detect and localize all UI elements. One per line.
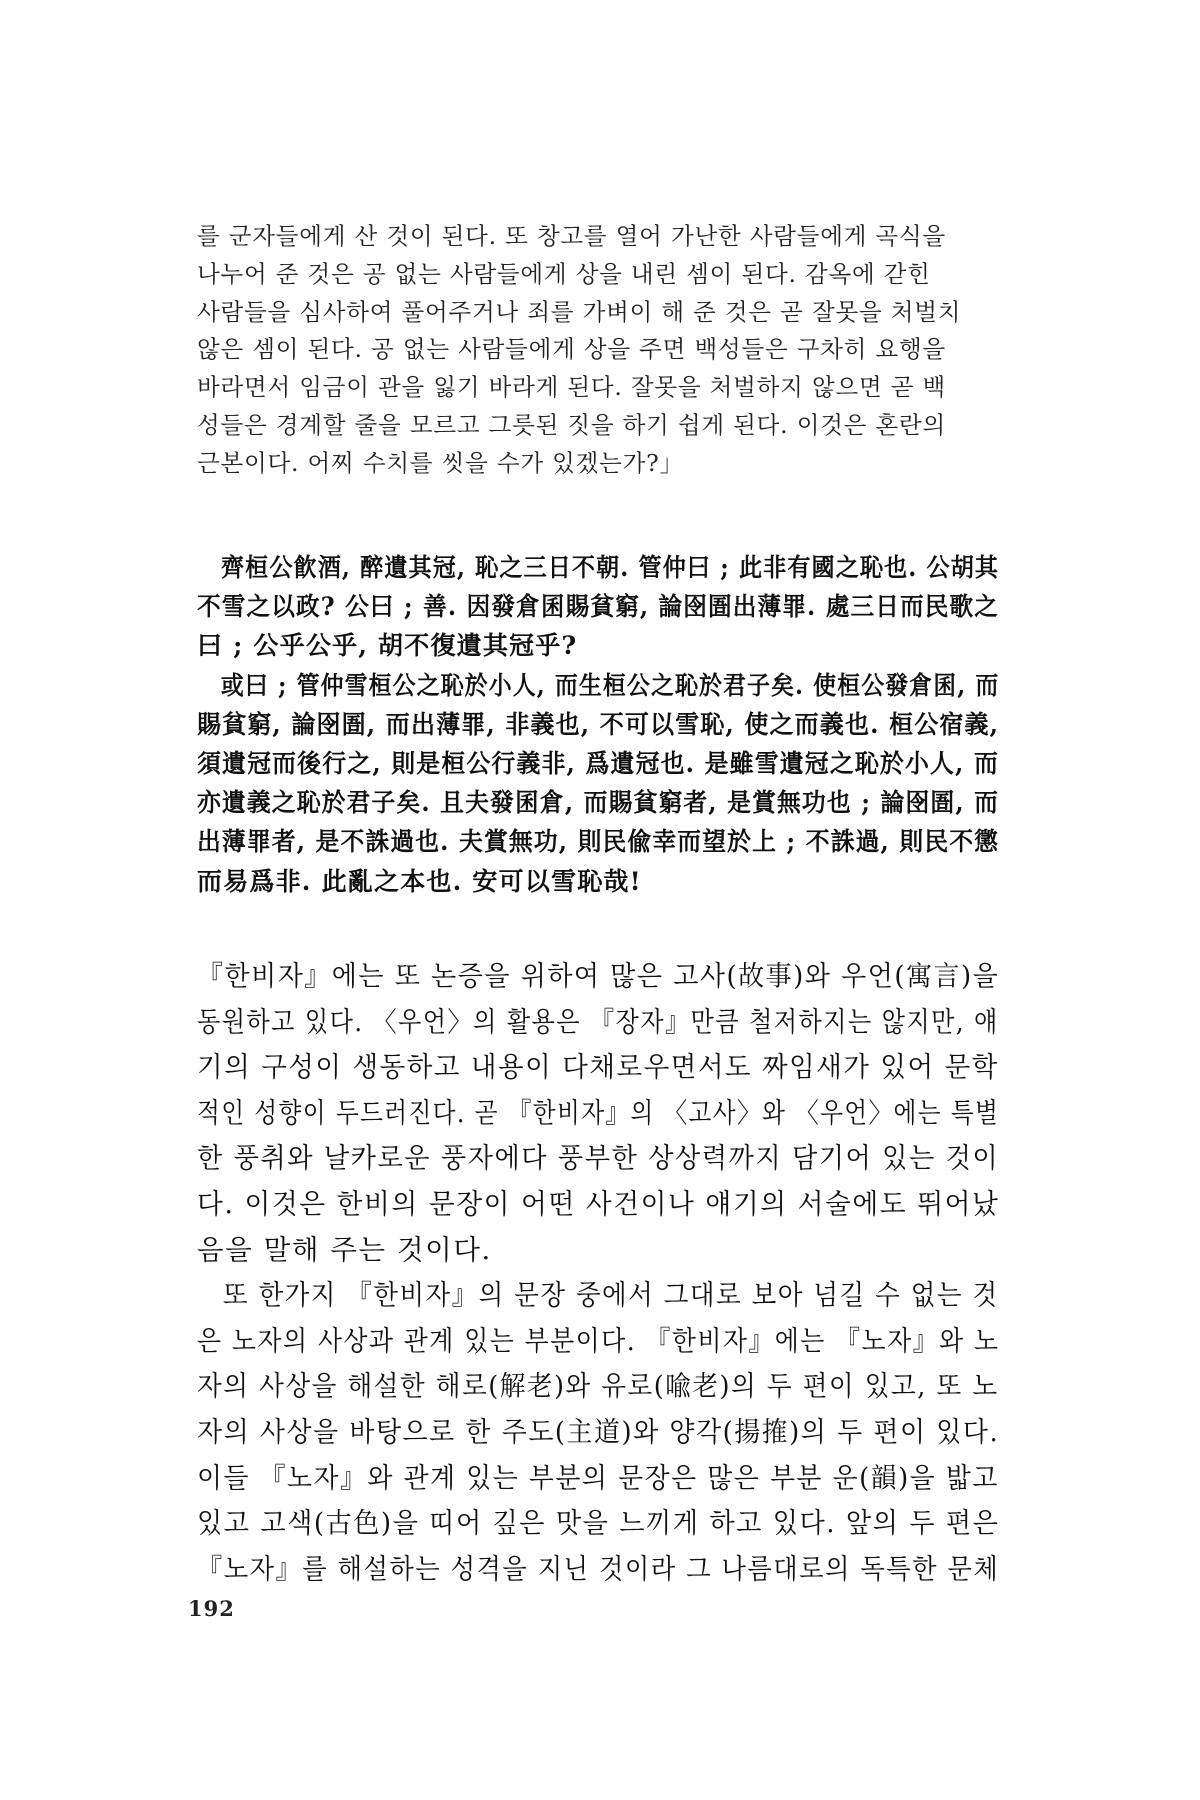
text-line: 出薄罪者, 是不誅過也. 夫賞無功, 則民偸幸而望於上 ; 不誅過, 則民不懲 (197, 827, 1000, 857)
text-line: 적인 성향이 두드러진다. 곧 『한비자』의 〈고사〉와 〈우언〉에는 특별 (197, 1096, 1000, 1129)
text-line: 또 한가지 『한비자』의 문장 중에서 그대로 보아 넘길 수 없는 것 (222, 1279, 999, 1312)
text-line: 성들은 경계할 줄을 모르고 그릇된 짓을 하기 쉽게 된다. 이것은 혼란의 (197, 410, 946, 439)
text-line: 한 풍취와 날카로운 풍자에다 풍부한 상상력까지 담기어 있는 것이 (197, 1142, 1000, 1175)
text-line: 曰 ; 公乎公乎, 胡不復遺其冠乎? (197, 631, 578, 661)
text-line: 다. 이것은 한비의 문장이 어떤 사건이나 얘기의 서술에도 뛰어났 (197, 1187, 1000, 1220)
text-line: 齊桓公飮酒, 醉遺其冠, 恥之三日不朝. 管仲曰 ; 此非有國之恥也. 公胡其 (220, 553, 1000, 582)
text-line: 『노자』를 해설하는 성격을 지닌 것이라 그 나름대로의 독특한 문체 (197, 1552, 1000, 1585)
text-line: 있고 고색(古色)을 띠어 깊은 맛을 느끼게 하고 있다. 앞의 두 편은 (197, 1507, 1000, 1540)
text-line: 亦遺義之恥於君子矣. 且夫發囷倉, 而賜貧窮者, 是賞無功也 ; 論囹圄, 而 (197, 788, 1000, 818)
text-line: 『한비자』에는 또 논증을 위하여 많은 고사(故事)와 우언(寓言)을 (197, 960, 1000, 992)
page-number: 192 (188, 1596, 235, 1621)
text-line: 須遺冠而後行之, 則是桓公行義非, 爲遺冠也. 是雖雪遺冠之恥於小人, 而 (197, 749, 1000, 779)
text-line: 기의 구성이 생동하고 내용이 다채로우면서도 짜임새가 있어 문학 (197, 1051, 999, 1084)
text-line: 이들 『노자』와 관계 있는 부분의 문장은 많은 부분 운(韻)을 밟고 (197, 1461, 999, 1494)
text-line: 而易爲非. 此亂之本也. 安可以雪恥哉! (197, 866, 642, 896)
original-chinese-text (197, 548, 999, 901)
commentary-text (197, 954, 999, 1592)
text-line: 은 노자의 사상과 관계 있는 부분이다. 『한비자』에는 『노자』와 노 (197, 1324, 1000, 1357)
text-line: 賜貧窮, 論囹圄, 而出薄罪, 非義也, 不可以雪恥, 使之而義也. 桓公宿義, (197, 709, 1000, 739)
translation-paragraph (197, 218, 999, 483)
text-line: 나누어 준 것은 공 없는 사람들에게 상을 내린 셈이 된다. 감옥에 갇힌 (197, 259, 931, 288)
text-line: 음을 말해 주는 것이다. (197, 1233, 492, 1266)
text-line: 근본이다. 어찌 수치를 씻을 수가 있겠는가?」 (197, 448, 684, 477)
text-line: 바라면서 임금이 관을 잃기 바라게 된다. 잘못을 처벌하지 않으면 곧 백 (197, 373, 946, 402)
text-line: 자의 사상을 바탕으로 한 주도(主道)와 양각(揚搉)의 두 편이 있다. (197, 1415, 1000, 1448)
text-line: 동원하고 있다. 〈우언〉의 활용은 『장자』만큼 철저하지는 않지만, 얘 (197, 1005, 999, 1038)
text-line: 사람들을 심사하여 풀어주거나 죄를 가벼이 해 준 것은 곧 잘못을 처벌치 (197, 297, 962, 326)
text-line: 않은 셈이 된다. 공 없는 사람들에게 상을 주면 백성들은 구차히 요행을 (197, 335, 946, 364)
text-line: 或曰 ; 管仲雪桓公之恥於小人, 而生桓公之恥於君子矣. 使桓公發倉囷, 而 (220, 670, 1000, 700)
text-line: 를 군자들에게 산 것이 된다. 또 창고를 열어 가난한 사람들에게 곡식을 (197, 222, 946, 250)
text-line: 자의 사상을 해설한 해로(解老)와 유로(喩老)의 두 편이 있고, 또 노 (197, 1370, 999, 1403)
text-line: 不雪之以政? 公曰 ; 善. 因發倉囷賜貧窮, 論囹圄出薄罪. 處三日而民歌之 (197, 592, 999, 622)
